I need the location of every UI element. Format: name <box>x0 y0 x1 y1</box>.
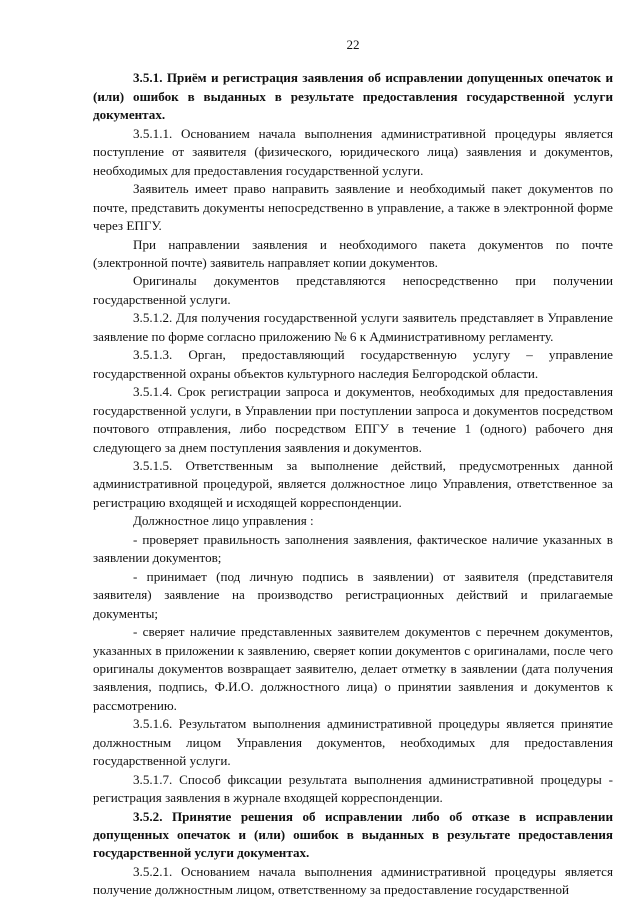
paragraph: Должностное лицо управления : <box>133 513 314 529</box>
paragraph: 3.5.1.6. Результатом выполнения административной процедуры является принятие должностным лицом Управления документов, необходимых для предоставления государственной услуги. <box>93 716 613 769</box>
list-item: - проверяет правильность заполнения заявления, фактическое наличие указанных в заявлении документов; <box>93 531 613 566</box>
paragraph: 3.5.1.7. Способ фиксации результата выполнения административной процедуры - регистрация заявления в журнале входящей корреспонденции. <box>93 771 613 806</box>
paragraph: 3.5.1.3. Орган, предоставляющий государственную услугу – управление государственной охраны объектов культурного наследия Белгородской области. <box>93 347 613 381</box>
paragraph: Оригиналы документов представляются непосредственно при получении государственной услуги. <box>93 273 613 307</box>
document-body <box>93 69 613 899</box>
paragraph: При направлении заявления и необходимого пакета документов по почте (электронной почте) заявитель направляет копии документов. <box>93 236 613 270</box>
paragraph: 3.5.1.2. Для получения государственной услуги заявитель представляет в Управление заявление по форме согласно приложению № 6 к Административному регламенту. <box>93 310 613 344</box>
section-heading-3-5-2: 3.5.2. Принятие решения об исправлении либо об отказе в исправлении допущенных опечаток и (или) ошибок в выданных в результате предоставления государственной услуги документах. <box>93 808 613 861</box>
section-heading-3-5-1: 3.5.1. Приём и регистрация заявления об исправлении допущенных опечаток и (или) ошибок в выданных в результате предоставления государственной услуги документах. <box>93 70 613 123</box>
paragraph: Заявитель имеет право направить заявление и необходимый пакет документов по почте, представить документы непосредственно в управление, а также в электронной форме через ЕПГУ. <box>93 181 613 234</box>
document-page <box>93 36 613 900</box>
paragraph: 3.5.2.1. Основанием начала выполнения административной процедуры является получение должностным лицом, ответственному за предоставление государственной <box>93 863 613 898</box>
list-item: - сверяет наличие представленных заявителем документов с перечнем документов, указанных в приложении к заявлению, сверяет копии документов с оригиналами, после чего оригиналы документов возвращает заявителю, делает отметку в заявлении (дата получения заявления, подпись, Ф.И.О. должностного лица) о принятии заявления и документов к рассмотрению. <box>93 624 613 713</box>
paragraph: 3.5.1.5. Ответственным за выполнение действий, предусмотренных данной административной процедурой, является должностное лицо Управления, ответственное за регистрацию входящей и исходящей корреспонденции. <box>93 457 613 510</box>
list-item: - принимает (под личную подпись в заявлении) от заявителя (представителя заявителя) заявление на производство регистрационных действий и прилагаемые документы; <box>93 568 613 621</box>
paragraph: 3.5.1.4. Срок регистрации запроса и документов, необходимых для предоставления государственной услуги, в Управлении при поступлении запроса и документов посредством почтового отправления, либо посредством ЕПГУ в течение 1 (одного) рабочего дня следующего за днем поступления заявления и документов. <box>93 384 613 455</box>
page-number: 22 <box>346 37 360 52</box>
paragraph: 3.5.1.1. Основанием начала выполнения административной процедуры является поступление от заявителя (физического, юридического лица) заявления и документов, необходимых для предоставления государственной услуги. <box>93 125 613 178</box>
